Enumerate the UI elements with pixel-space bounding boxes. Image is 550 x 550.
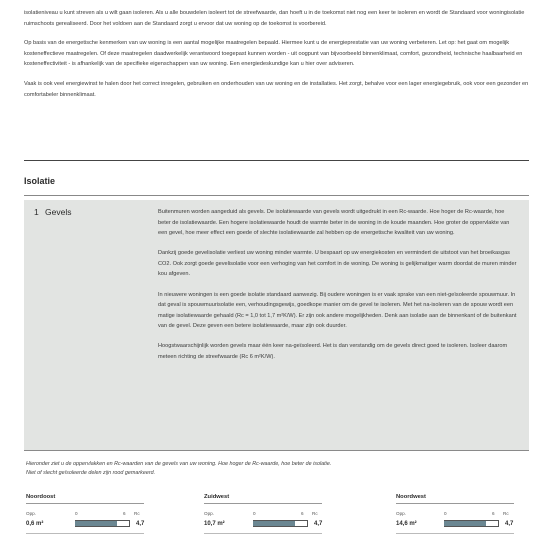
area-label: Opp. (204, 511, 214, 516)
facade-rc: 4,7 (505, 521, 514, 527)
note-line: Hieronder ziet u de oppervlakken en Rc-waarden van de gevels van uw woning. Hoe hoger de Rc-waarde, hoe beter de isolatie. (26, 461, 332, 467)
facade-note (26, 460, 521, 477)
rc-bar-fill (253, 521, 295, 526)
body-paragraph: In nieuwere woningen is een goede isolatie standaard aanwezig. Bij oudere woningen is er vaak sprake van een niet-geïsoleerde spouwmuur. In dat geval is spouwmuurisolatie een, verhoudingsgewijs, goedkope manier om de gevel te isoleren. Met het na-isoleren van de spouw wordt een matige isolatiewaarde gehaald (Rc = 1,0 tot 1,7 m²K/W). Er zijn ook andere mogelijkheden. Denk aan isolatie aan de binnenkant of de buitenkant van de gevel. Deze geven een betere isolatiewaarde, maar zijn ook duurder. (158, 291, 517, 330)
rc-label: Rc (503, 511, 509, 516)
facade-rc: 4,7 (136, 521, 145, 527)
divider (396, 533, 514, 534)
scale-min: 0 (75, 511, 78, 516)
rc-bar (253, 520, 308, 527)
facade-name: Noordwest (396, 494, 426, 500)
section-title: Isolatie (24, 176, 56, 186)
rc-bar-fill (75, 521, 117, 526)
facade-rc: 4,7 (314, 521, 323, 527)
facade-name: Noordoost (26, 494, 56, 500)
scale-max: 6 (492, 511, 495, 516)
divider (396, 503, 514, 504)
rc-bar (444, 520, 499, 527)
divider (24, 195, 529, 196)
divider (24, 160, 529, 161)
divider (26, 503, 144, 504)
rc-bar (75, 520, 130, 527)
scale-min: 0 (253, 511, 256, 516)
body-paragraph: Buitenmuren worden aangeduid als gevels. De isolatiewaarde van gevels wordt uitgedrukt in een Rc-waarde. Hoe hoger de Rc-waarde, hoe beter de isolatiewaarde. Een hogere isolatiewaarde houdt de warmte beter in de woning in de koude maanden. Hoe groter de oppervlakte van een gevel, hoe meer effect een goede of slechte isolatiewaarde zal hebben op de energetische kwaliteit van uw woning. (158, 209, 510, 237)
item-body (158, 207, 518, 372)
body-paragraph: Hoogstwaarschijnlijk worden gevels maar één keer na-geïsoleerd. Het is dan verstandig om de gevels direct goed te isoleren. Isoleer daarom meteen richting de streefwaarde (Rc 6 m²K/W). (158, 343, 508, 361)
intro-paragraph: Op basis van de energetische kenmerken van uw woning is een aantal mogelijke maatregelen bepaald. Hiermee kunt u de energieprestatie van uw woning verbeteren. Let op: het gaat om mogelijk kosteneffectieve maatregelen. Of deze maatregelen daadwerkelijk verantwoord toegepast kunnen worden - uit oogpunt van bijvoorbeeld binnenklimaat, comfort, gezondheid, technische haalbaarheid en kosteneffectiviteit - is afhankelijk van de specifieke eigenschappen van uw woning. Een energiedeskundige kan u hier over adviseren. (24, 40, 523, 68)
intro-text (24, 8, 529, 109)
item-title: Gevels (45, 207, 72, 217)
facade-area: 0,6 m² (26, 521, 44, 527)
area-label: Opp. (26, 511, 36, 516)
divider (26, 533, 144, 534)
facade-area: 14,6 m² (396, 521, 417, 527)
facade-area: 10,7 m² (204, 521, 225, 527)
rc-bar-fill (444, 521, 486, 526)
rc-label: Rc (312, 511, 318, 516)
divider (204, 533, 322, 534)
area-label: Opp. (396, 511, 406, 516)
scale-max: 6 (123, 511, 126, 516)
note-line: Niet of slecht geïsoleerde delen zijn rood gemarkeerd. (26, 469, 156, 476)
rc-label: Rc (134, 511, 140, 516)
item-number: 1 (34, 207, 39, 217)
divider (204, 503, 322, 504)
intro-paragraph: Vaak is ook veel energiewinst te halen door het correct inregelen, gebruiken en onderhouden van uw woning en de installaties. Het zorgt, behalve voor een lager energiegebruik, ook voor een gezonder en comfortabeler binnenklimaat. (24, 80, 529, 98)
body-paragraph: Dankzij goede gevelisolatie verliest uw woning minder warmte. U bespaart op uw energiekosten en vermindert de uitstoot van het broeikasgas CO2. Ook zorgt goede gevelisolatie voor een verhoging van het comfort in de woning. De woning is gelijkmatiger warm doordat de muren minder kou afgeven. (158, 250, 517, 278)
intro-paragraph: isolatieniveau u kunt streven als u wilt gaan isoleren. Als u alle bouwdelen isoleert tot de streefwaarde, dan hoeft u in de toekomst niet nog een keer te isoleren en wordt de Standaard voor woningisolatie ruimschoots gerealiseerd. Door het voldoen aan de Standaard zorgt u ervoor dat uw woning op de toekomst is voorbereid. (24, 10, 525, 27)
scale-min: 0 (444, 511, 447, 516)
facade-name: Zuidwest (204, 494, 230, 500)
scale-max: 6 (301, 511, 304, 516)
divider (24, 450, 529, 451)
